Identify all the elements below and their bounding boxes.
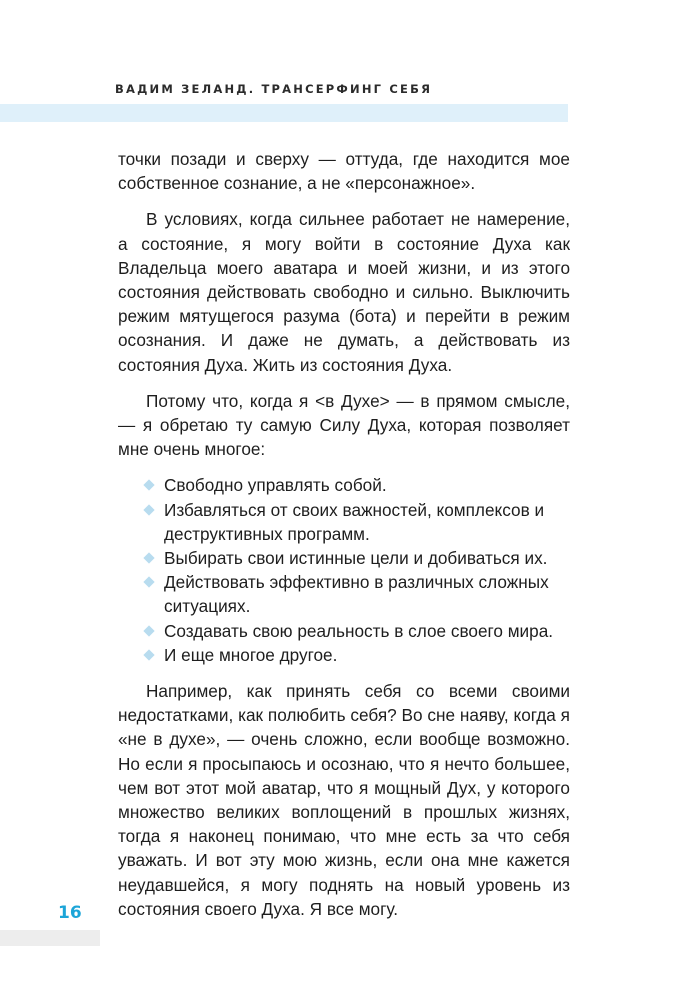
page-body xyxy=(118,147,570,921)
header-band xyxy=(0,104,568,122)
running-head: ВАДИМ ЗЕЛАНД. ТРАНСЕРФИНГ СЕБЯ xyxy=(115,82,433,96)
list-item xyxy=(118,643,570,667)
diamond-bullet-icon xyxy=(143,504,154,515)
list-item-text: Выбирать свои истинные цели и добиваться их. xyxy=(164,548,548,569)
bullet-list xyxy=(118,473,570,667)
diamond-bullet-icon xyxy=(143,480,154,491)
list-item-text: Создавать свою реальность в слое своего мира. xyxy=(164,620,554,641)
paragraph-3: Потому что, когда я <в Духе> — в прямом смысле, — я обретаю ту самую Силу Духа, которая позволяет мне очень многое: xyxy=(118,390,570,460)
paragraph-2: В условиях, когда сильнее работает не намерение, а состояние, я могу войти в состояние Духа как Владельца моего аватара и моей жизни, и из этого состояния действовать свободно и сильно. Выключить режим мятущегося разума (бота) и перейти в режим осознания. И даже не думать, а действовать из состояния Духа. Жить из состояния Духа. xyxy=(118,209,570,375)
paragraph-4: Например, как принять себя со всеми своими недостатками, как полюбить себя? Во сне наяву, когда я «не в духе», — очень сложно, если вообще возможно. Но если я просыпаюсь и осознаю, что я нечто большее, чем вот этот мой аватар, что я мощный Дух, у которого множество великих воплощений в прошлых жизнях, тогда я наконец понимаю, что мне есть за что себя уважать. И вот эту мою жизнь, если она мне кажется неудавшейся, я могу поднять на новый уровень из состояния своего Духа. Я все могу. xyxy=(118,681,570,919)
list-item-text: Действовать эффективно в различных сложных ситуациях. xyxy=(164,572,549,617)
list-item xyxy=(118,473,570,497)
page-number: 16 xyxy=(58,903,82,923)
list-item-text: Свободно управлять собой. xyxy=(164,475,387,496)
list-item-text: И еще многое другое. xyxy=(164,644,338,665)
diamond-bullet-icon xyxy=(143,577,154,588)
list-item xyxy=(118,619,570,643)
diamond-bullet-icon xyxy=(143,625,154,636)
diamond-bullet-icon xyxy=(143,649,154,660)
list-item xyxy=(118,570,570,618)
list-item xyxy=(118,546,570,570)
list-item-text: Избавляться от своих важностей, комплексов и деструктивных программ. xyxy=(164,499,545,544)
paragraph-1: точки позади и сверху — оттуда, где находится мое собственное сознание, а не «персонажное». xyxy=(118,149,570,194)
diamond-bullet-icon xyxy=(143,552,154,563)
list-item xyxy=(118,498,570,546)
footer-band xyxy=(0,930,100,946)
